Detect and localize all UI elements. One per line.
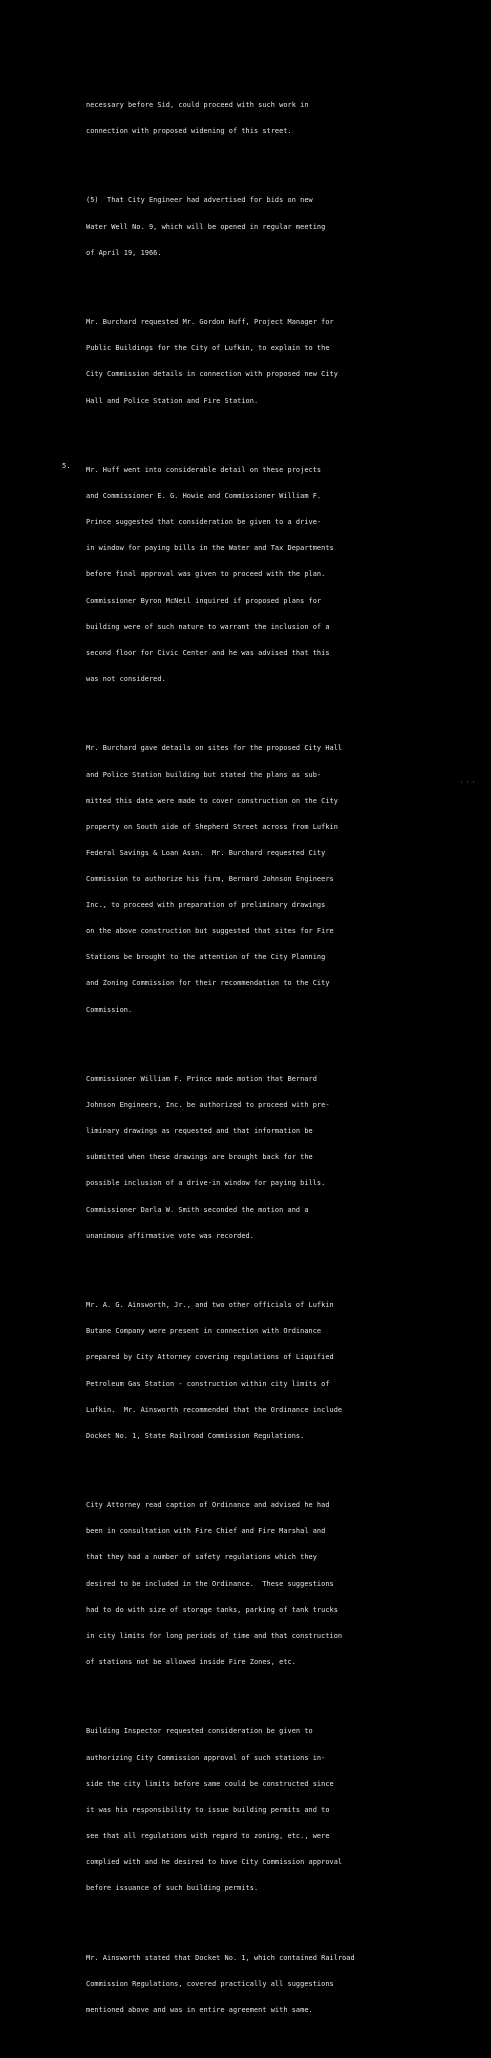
- paragraph-city-attorney: City Attorney read caption of Ordinance and advised he had been in consultation with Fire Chief and Fire Marshal and that they had a number of safety regulations which they desired to be included in the Ordinance. These suggestions had to do with size of storage tanks, parking of tank trucks in city limits for long periods of time and that construction of stations not be allowed inside Fire Zones, etc.: [86, 1501, 343, 1666]
- page-mark: · · ·: [459, 780, 475, 786]
- paragraph-docket-statement: Mr. Ainsworth stated that Docket No. 1, which contained Railroad Commission Regulations, covered practically all suggestions mentioned above and was in entire agreement with same.: [86, 1953, 355, 2014]
- paragraph-ainsworth-butane: Mr. A. G. Ainsworth, Jr., and two other officials of Lufkin Butane Company were present in connection with Ordinance prepared by City Attorney covering regulations of Liquified Petroleum Gas Station - construction within city limits of Lufkin. Mr. Ainsworth recommended that the Ordinance include Docket No. 1, State Railroad Commission Regulations.: [86, 1301, 343, 1440]
- paragraph-prince-motion: Commissioner William F. Prince made motion that Bernard Johnson Engineers, Inc. be authorized to proceed with pre- liminary drawings as requested and that information be submitted when these drawings are brought back for the possible inclusion of a drive-in window for paying bills. Commissioner Darla W. Smith seconded the motion and a unanimous affirmative vote was recorded.: [86, 1075, 330, 1240]
- paragraph-sites-city-hall: Mr. Burchard gave details on sites for the proposed City Hall and Police Station building but stated the plans as sub- mitted this date were made to cover construction on the City property on South side of Shepherd Street across from Lufkin Federal Savings & Loan Assn. Mr. Burchard requested City Commission to authorize his firm, Bernard Johnson Engineers Inc., to proceed with preparation of preliminary drawings on the above construction but suggested that sites for Fire Stations be brought to the attention of the City Planning and Zoning Commission for their recommendation to the City Commission.: [86, 744, 343, 1014]
- item-number: 5.: [62, 462, 71, 470]
- paragraph-street-widening: necessary before Sid, could proceed with such work in connection with proposed widening of this street.: [86, 100, 309, 135]
- paragraph-huff-request: Mr. Burchard requested Mr. Gordon Huff, Project Manager for Public Buildings for the City of Lufkin, to explain to the City Commission details in connection with proposed new City Hall and Police Station and Fire Station.: [86, 318, 338, 405]
- paragraph-building-inspector: Building Inspector requested consideration be given to authorizing City Commission approval of such stations in- side the city limits before same could be constructed since it was his responsibility to issue building permits and to see that all regulations with regard to zoning, etc., were complied with and he desired to have City Commission approval before issuance of such building permits.: [86, 1727, 343, 1893]
- paragraph-water-well-bids: (5) That City Engineer had advertised for bids on new Water Well No. 9, which will be opened in regular meeting of April 19, 1966.: [86, 196, 326, 257]
- paragraph-huff-detail: Mr. Huff went into considerable detail on these projects and Commissioner E. G. Howie and Commissioner William F. Prince suggested that consideration be given to a drive- in window for paying bills in the Water and Tax Departments before final approval was given to proceed with the plan. Commissioner Byron McNeil inquired if proposed plans for building were of such nature to warrant the inclusion of a second floor for Civic Center and he was advised that this was not considered.: [86, 466, 334, 683]
- minutes-text-column: [86, 66, 442, 2058]
